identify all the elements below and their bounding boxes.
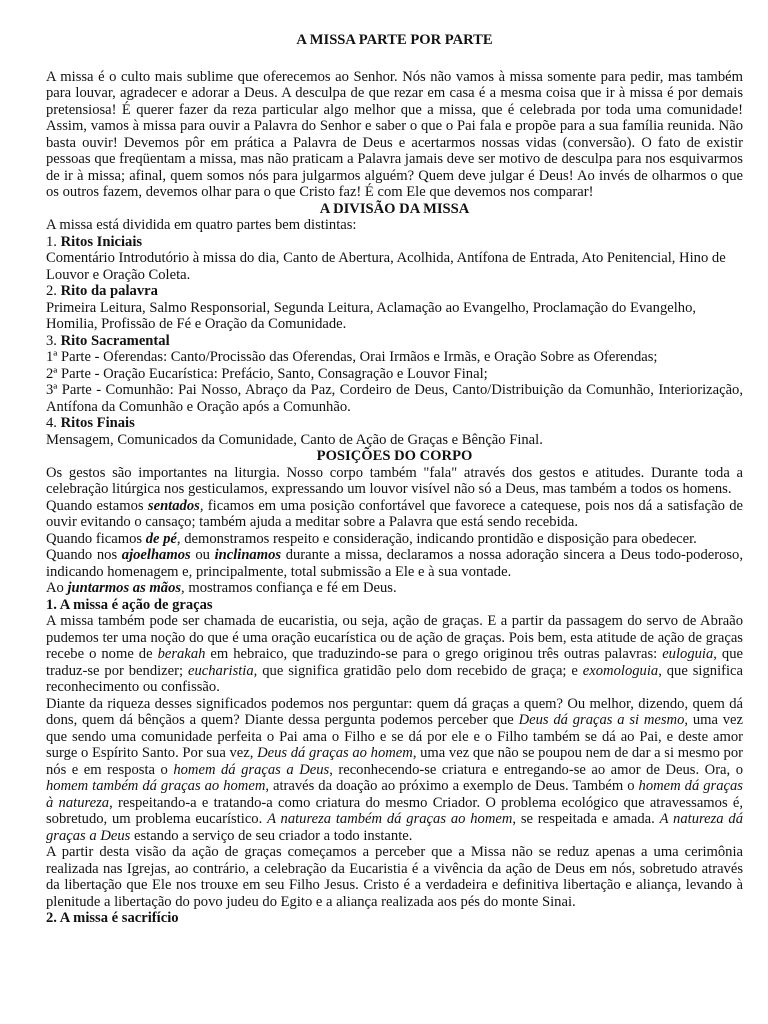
sacrificio-heading: 2. A missa é sacrifício [46, 910, 179, 926]
posicao-de-pe [46, 531, 743, 548]
text-run: , demonstramos respeito e consideração, indicando prontidão e disposição para obedecer. [176, 530, 697, 547]
rite-4-name: Ritos Finais [60, 415, 135, 431]
posicoes-heading: POSIÇÕES DO CORPO [316, 448, 473, 464]
sacramental-part-1: 1ª Parte - Oferendas: Canto/Procissão das Oferendas, Orai Irmãos e Irmãs, e Oração Sobre as Oferendas; [46, 349, 658, 365]
italic-phrase: Deus dá graças ao homem [257, 745, 413, 761]
text-run: , se respeitada e amada. [512, 811, 660, 827]
acao-heading: 1. A missa é ação de graças [46, 596, 213, 613]
italic-phrase: A natureza dá graças a Deus [46, 811, 743, 844]
text-run: , mostramos confiança e fé em Deus. [181, 580, 397, 596]
rite-3-title [46, 333, 743, 350]
document-title: A MISSA PARTE POR PARTE [296, 32, 493, 48]
text-run: , que significa gratidão pelo dom recebido de graça; e [253, 662, 583, 679]
text-run: , uma vez que sendo uma comunidade perfeita o Pai ama o Filho e se dá por ele e o Filho também se dá ao Pai, e deste amor surge o Espírito Santo. Por sua vez, [46, 712, 743, 761]
emphasis-de-pe: de pé [145, 530, 177, 547]
text-run: , ficamos em uma posição confortável que favorece a catequese, pois nos dá a satisfação de ouvir evitando o cansaço; também ajuda a meditar sobre a Palavra que está sendo recebida. [46, 497, 743, 530]
emphasis-sentados: sentados [147, 497, 200, 514]
term-exomologuia: exomologuia [582, 662, 659, 679]
acao-paragraph-3: A partir desta visão da ação de graças começamos a perceber que a Missa não se reduz apenas a uma cerimônia realizada nas Igrejas, ao contrário, a celebração da Eucaristia é a vivência da ação de Deus em nós, sobretudo através da libertação que Ele nos trouxe em seu Filho Jesus. Cristo é a verdadeira e definitiva libertação e aliança, levando à plenitude a libertação do povo judeu do Egito e a aliança realizada aos pés do monte Sinai. [46, 844, 743, 910]
emphasis-inclinamos: inclinamos [214, 547, 282, 563]
text-run: , que significa reconhecimento ou confissão. [46, 662, 743, 695]
text-run: Ao [46, 580, 68, 596]
italic-phrase: homem dá graças à natureza [46, 778, 743, 811]
rite-1-name: Ritos Iniciais [60, 233, 143, 250]
italic-phrase: A natureza também dá graças ao homem [267, 811, 513, 827]
rite-2-name: Rito da palavra [60, 283, 158, 299]
sacramental-part-2: 2ª Parte - Oração Eucarística: Prefácio, Santo, Consagração e Louvor Final; [46, 365, 488, 382]
acao-paragraph-1 [46, 613, 743, 696]
rite-1-body: Comentário Introdutório à missa do dia, Canto de Abertura, Acolhida, Antífona de Entrada, Ato Penitencial, Hino de Louvor e Oração Coleta. [46, 250, 726, 283]
division-heading: A DIVISÃO DA MISSA [319, 200, 470, 217]
rite-4-number: 4. [46, 415, 61, 431]
posicao-maos [46, 580, 743, 597]
text-run: ou [190, 547, 215, 563]
term-berakah: berakah [157, 646, 206, 662]
rite-2-number: 2. [46, 283, 61, 299]
text-run: , uma vez que não se poupou nem de dar a si mesmo por nós e em resposta o [46, 745, 743, 778]
sacramental-part-3: 3ª Parte - Comunhão: Pai Nosso, Abraço da Paz, Cordeiro de Deus, Canto/Distribuição da Comunhão, Interiorização, Antífona da Comunhão e Oração após a Comunhão. [46, 382, 743, 415]
rite-4-title [46, 415, 743, 432]
italic-phrase: Deus dá graças a si mesmo [518, 712, 685, 728]
text-run: , respeitando-a e tratando-a como criatura do mesmo Criador. O problema ecológico que atravessamos é, sobretudo, um problema eucarístico. [46, 794, 744, 827]
rite-3-number: 3. [46, 332, 61, 349]
rite-3-name: Rito Sacramental [60, 332, 170, 349]
text-run: Diante da riqueza desses significados podemos nos perguntar: quem dá graças a quem? Ou melhor, dizendo, quem dá dons, quem dá bênçãos a quem? Diante dessa pergunta podemos perceber que [46, 695, 743, 728]
text-run: , que traduz-se por bendizer; [46, 646, 744, 679]
text-run: Quando nos [46, 547, 122, 563]
rite-1-title [46, 234, 743, 251]
rite-4-body: Mensagem, Comunicados da Comunidade, Canto de Ação de Graças e Bênção Final. [46, 431, 543, 448]
text-run: Quando estamos [46, 497, 148, 514]
posicoes-intro: Os gestos são importantes na liturgia. Nosso corpo também "fala" através dos gestos e atitudes. Durante toda a celebração litúrgica nos gesticulamos, expressando um louvor visível não só a Deus, mas também a todos os homens. [46, 464, 743, 497]
italic-phrase: homem dá graças a Deus [173, 761, 330, 778]
italic-phrase: homem também dá graças ao homem [46, 778, 266, 794]
text-run: , reconhecendo-se criatura e entregando-se ao amor de Deus. Ora, o [329, 761, 743, 778]
emphasis-juntarmos-as-maos: juntarmos as mãos [67, 580, 182, 596]
text-run: em hebraico, que traduzindo-se para o grego originou três outras palavras: [205, 646, 663, 662]
text-run: , através da doação ao próximo a exemplo de Deus. Também o [265, 778, 639, 794]
division-lead: A missa está dividida em quatro partes bem distintas: [46, 217, 357, 233]
text-run: estando a serviço de seu criador a todo instante. [130, 827, 413, 844]
intro-paragraph: A missa é o culto mais sublime que oferecemos ao Senhor. Nós não vamos à missa somente para pedir, mas também para louvar, agradecer e adorar a Deus. A desculpa de que rezar em casa é a mesma coisa que ir à missa é por demais pretensiosa! É querer fazer da reza particular algo melhor que a missa, que é celebrada por toda uma comunidade! Assim, vamos à missa para ouvir a Palavra do Senhor e saber o que o Pai fala e propõe para a sua família reunida. Não basta ouvir! Devemos pôr em prática a Palavra de Deus e acertarmos nossas vidas (conversão). O fato de existir pessoas que freqüentam a missa, mas não praticam a Palavra jamais deve ser motivo de desculpa para nos esquivarmos de ir à missa; afinal, quem somos nós para julgarmos alguém? Quem deve julgar é Deus! Ao invés de olharmos o que os outros fazem, devemos olhar para o que Cristo faz! É com Ele que devemos nos comparar! [46, 68, 743, 200]
acao-paragraph-2 [46, 696, 743, 845]
text-run: durante a missa, declaramos a nossa adoração sincera a Deus todo-poderoso, indicando homenagem e, principalmente, total submissão a Ele e à sua vontade. [46, 547, 743, 580]
emphasis-ajoelhamos: ajoelhamos [121, 547, 191, 563]
rite-1-number: 1. [46, 233, 61, 250]
posicao-sentados [46, 498, 743, 531]
text-run: Quando ficamos [46, 530, 146, 547]
rite-2-body: Primeira Leitura, Salmo Responsorial, Segunda Leitura, Aclamação ao Evangelho, Proclamação do Evangelho, Homilia, Profissão de Fé e Oração da Comunidade. [46, 299, 697, 332]
term-euloguia: euloguia [662, 646, 714, 662]
rite-2-title [46, 283, 743, 300]
text-run: A missa também pode ser chamada de eucaristia, ou seja, ação de graças. E a partir da passagem do servo de Abraão pudemos ter uma noção do que é uma oração eucarística ou de ação de graças. Pois bem, esta atitude de ação de graças recebe o nome de [46, 613, 743, 662]
posicao-ajoelhados [46, 547, 743, 580]
term-eucharistia: eucharistia [187, 662, 254, 679]
